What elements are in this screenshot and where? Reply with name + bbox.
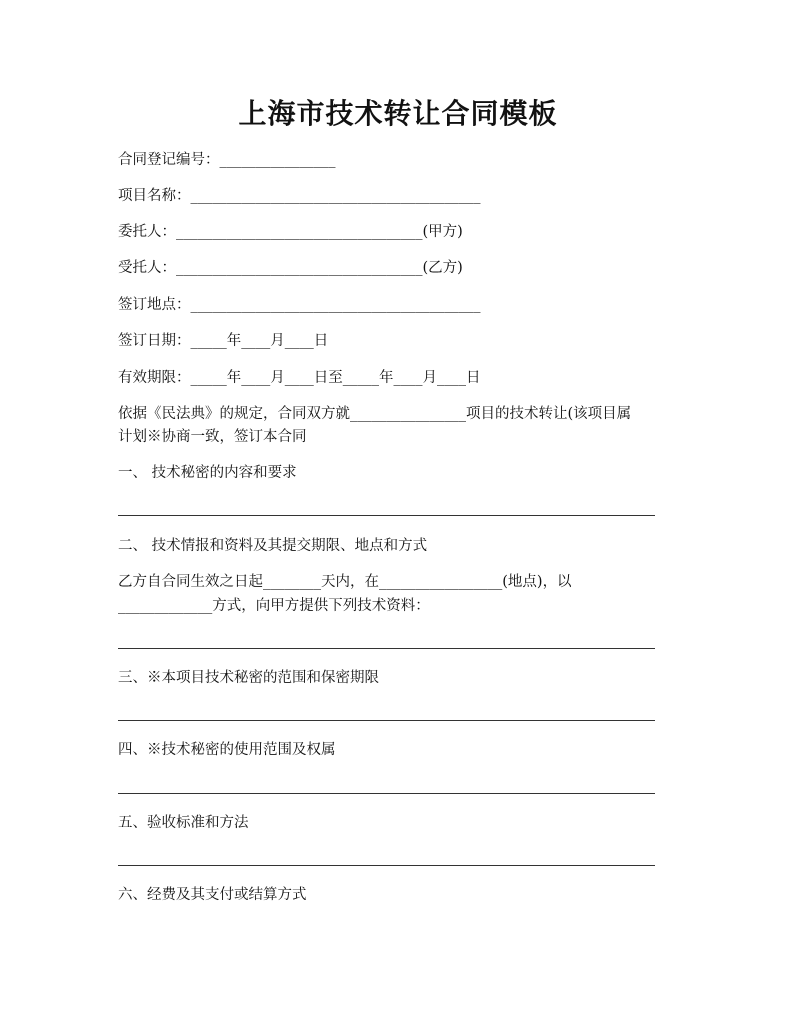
validity-period-field: 有效期限：_____年____月____日至_____年____月____日 (118, 370, 481, 386)
blank-fill-line (118, 865, 655, 866)
section-heading-1: 一、 技术秘密的内容和要求 (118, 465, 297, 481)
document-title: 上海市技术转让合同模板 (238, 97, 558, 130)
section-heading-5: 五、验收标准和方法 (118, 815, 249, 831)
intro-paragraph-line-2: 计划※协商一致，签订本合同 (118, 429, 307, 445)
section-2-body-line-1: 乙方自合同生效之日起________天内，在_________________(地点)，以 (118, 574, 572, 590)
intro-paragraph-line-1: 依据《民法典》的规定，合同双方就________________项目的技术转让(该项目属 (118, 406, 632, 422)
sign-place-field: 签订地点：________________________________________ (118, 297, 481, 313)
section-heading-2: 二、 技术情报和资料及其提交期限、地点和方式 (118, 538, 428, 554)
trustee-field: 受托人：__________________________________(乙方) (118, 260, 463, 276)
blank-fill-line (118, 720, 655, 721)
blank-fill-line (118, 648, 655, 649)
project-name-field: 项目名称：________________________________________ (118, 188, 481, 204)
section-2-body-line-2: _____________方式，向甲方提供下列技术资料： (118, 598, 430, 614)
registration-number-field: 合同登记编号：________________ (118, 152, 336, 168)
blank-fill-line (118, 793, 655, 794)
section-heading-3: 三、※本项目技术秘密的范围和保密期限 (118, 670, 379, 686)
blank-fill-line (118, 515, 655, 516)
section-heading-6: 六、经费及其支付或结算方式 (118, 887, 307, 903)
sign-date-field: 签订日期：_____年____月____日 (118, 333, 329, 349)
client-field: 委托人：__________________________________(甲方) (118, 224, 463, 240)
section-heading-4: 四、※技术秘密的使用范围及权属 (118, 742, 336, 758)
